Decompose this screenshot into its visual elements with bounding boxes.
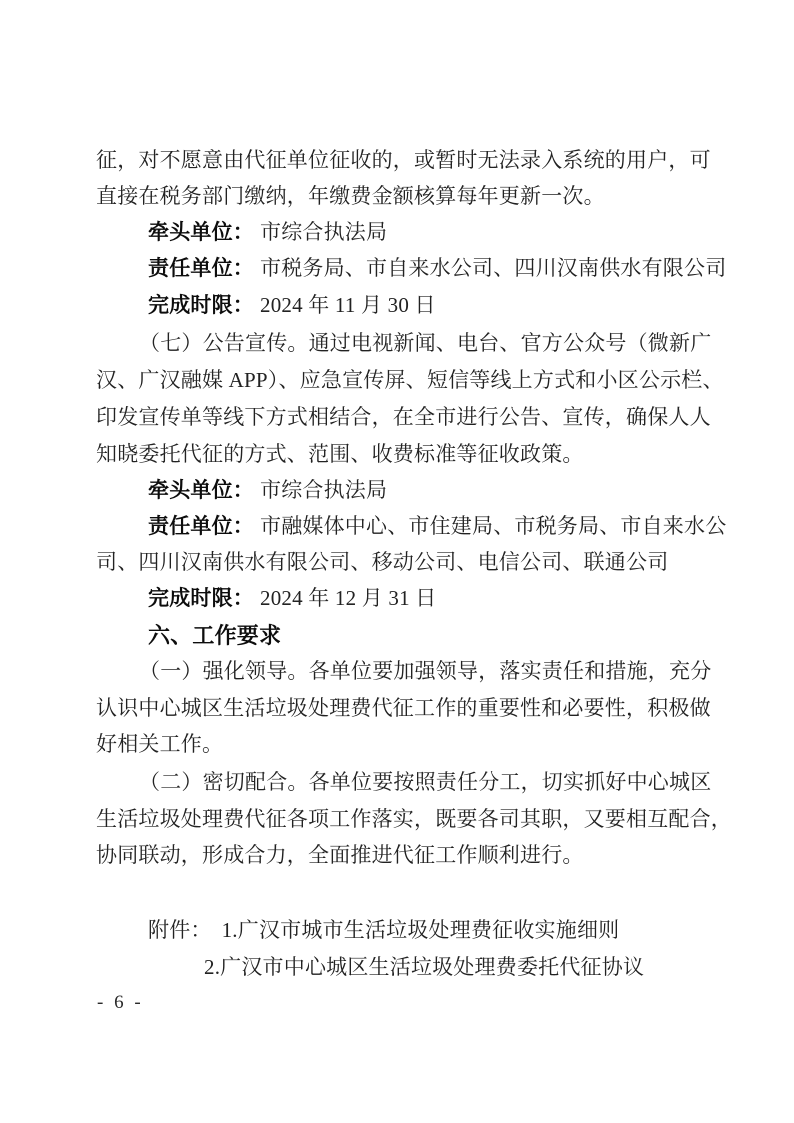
- doc-line-03: [148, 220, 387, 245]
- attachment-line-1: [148, 918, 619, 943]
- doc-line-19: 生活垃圾处理费代征各项工作落实，既要各司其职，又要相互配合，: [96, 807, 732, 831]
- doc-line-18: （二）密切配合。各单位要按照责任分工，切实抓好中心城区: [139, 770, 712, 794]
- doc-line-05: [148, 293, 436, 318]
- doc-line-13: [148, 586, 436, 611]
- doc-line-20: 协同联动，形成合力，全面推进代征工作顺利进行。: [96, 843, 584, 867]
- doc-line-10: [148, 478, 387, 503]
- doc-line-09: 知晓委托代征的方式、范围、收费标准等征收政策。: [96, 442, 584, 466]
- doc-line-11: [148, 514, 726, 539]
- field-value: 市税务局、市自来水公司、四川汉南供水有限公司: [260, 256, 727, 280]
- attachment-label: 附件：: [148, 918, 212, 942]
- field-value: 市融媒体中心、市住建局、市税务局、市自来水公: [260, 514, 727, 538]
- field-label-deadline: 完成时限：: [148, 294, 254, 317]
- field-label-lead-unit: 牵头单位：: [148, 221, 254, 244]
- doc-line-06: （七）公告宣传。通过电视新闻、电台、官方公众号（微新广: [139, 331, 712, 355]
- doc-line-04: [148, 256, 726, 281]
- doc-line-08: 印发宣传单等线下方式相结合，在全市进行公告、宣传，确保人人: [96, 405, 711, 429]
- doc-line-16: 认识中心城区生活垃圾处理费代征工作的重要性和必要性，积极做: [96, 696, 711, 720]
- field-value: 2024 年 12 月 31 日: [260, 586, 437, 610]
- field-value: 2024 年 11 月 30 日: [260, 293, 436, 317]
- page-number: - 6 -: [97, 992, 144, 1013]
- field-value: 市综合执法局: [260, 478, 388, 502]
- doc-line-01: 征，对不愿意由代征单位征收的，或暂时无法录入系统的用户，可: [96, 148, 711, 172]
- section-heading: 六、工作要求: [148, 623, 282, 648]
- doc-line-12: 司、四川汉南供水有限公司、移动公司、电信公司、联通公司: [96, 550, 669, 574]
- field-value: 市综合执法局: [260, 220, 388, 244]
- attachment-line-2: 2.广汉市中心城区生活垃圾处理费委托代征协议: [204, 955, 645, 979]
- doc-line-02: 直接在税务部门缴纳，年缴费金额核算每年更新一次。: [96, 184, 605, 208]
- doc-line-17: 好相关工作。: [96, 732, 224, 756]
- field-label-responsible-unit: 责任单位：: [148, 515, 254, 538]
- doc-line-07: 汉、广汉融媒 APP）、应急宣传屏、短信等线上方式和小区公示栏、: [96, 368, 724, 392]
- field-label-lead-unit: 牵头单位：: [148, 479, 254, 502]
- field-label-deadline: 完成时限：: [148, 587, 254, 610]
- doc-line-15: （一）强化领导。各单位要加强领导，落实责任和措施，充分: [139, 659, 712, 683]
- field-label-responsible-unit: 责任单位：: [148, 257, 254, 280]
- attachment-item: 1.广汉市城市生活垃圾处理费征收实施细则: [221, 918, 620, 942]
